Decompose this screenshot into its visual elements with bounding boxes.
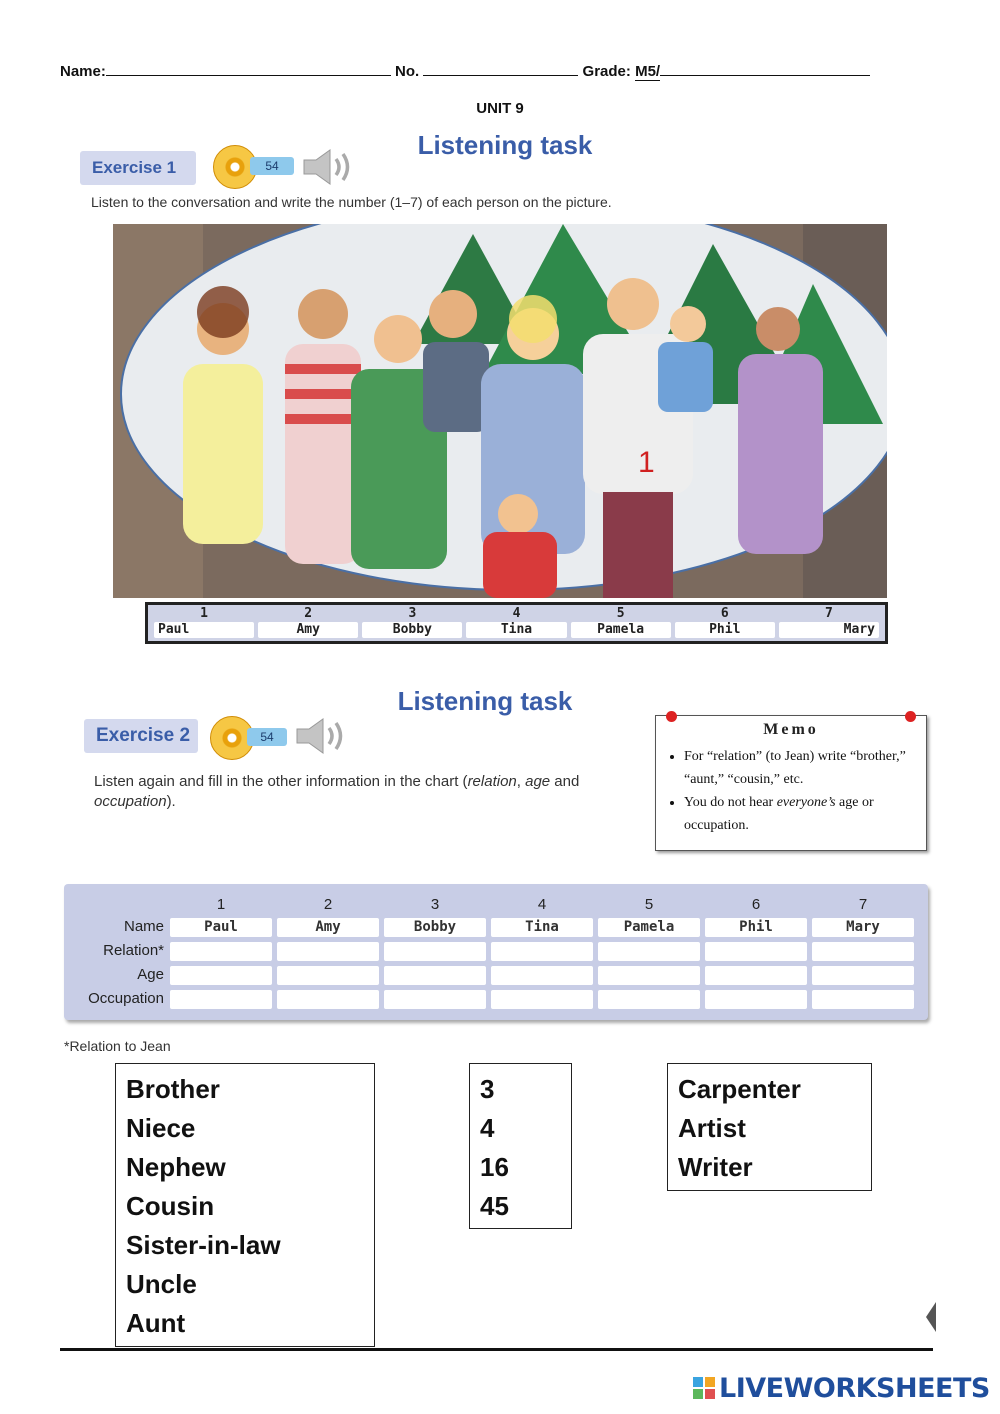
- brand-name: LIVEWORKSHEETS: [719, 1373, 990, 1404]
- relation-input[interactable]: [384, 942, 486, 961]
- grade-field[interactable]: [660, 62, 870, 76]
- memo-note: [655, 715, 927, 851]
- chart-name-row: Name Paul Amy Bobby Tina Pamela Phil Mary: [64, 918, 928, 938]
- word-option[interactable]: 4: [480, 1113, 495, 1143]
- name-cell: Mary: [812, 918, 914, 937]
- strip-cell: 4 Tina: [464, 607, 568, 639]
- occupation-input[interactable]: [491, 990, 593, 1009]
- exercise2-instruction: Listen again and fill in the other information in the chart (relation, age and occupation).: [94, 773, 580, 810]
- track-number: 54: [247, 728, 287, 746]
- liveworksheets-logo-icon: [693, 1377, 715, 1399]
- exercise2-tag: Exercise 2: [84, 719, 198, 753]
- strip-cell: 5 Pamela: [569, 607, 673, 639]
- relation-input[interactable]: [598, 942, 700, 961]
- exercise2-title: Listening task: [397, 686, 573, 716]
- strip-cell: 7 Mary: [777, 607, 881, 639]
- occupation-input[interactable]: [812, 990, 914, 1009]
- ages-word-box: [469, 1063, 572, 1229]
- track-number: 54: [250, 157, 294, 175]
- brand-logo: [693, 1373, 990, 1404]
- name-cell: Tina: [491, 918, 593, 937]
- name-strip: [145, 602, 888, 644]
- exercise1-title: Listening task: [417, 130, 593, 160]
- age-input[interactable]: [491, 966, 593, 985]
- number-label: No.: [395, 63, 420, 80]
- answer-mark: 1: [638, 446, 655, 479]
- name-cell: Pamela: [598, 918, 700, 937]
- chart-number-row: 1 2 3 4 5 6 7: [216, 896, 868, 913]
- grade-label: Grade:: [582, 63, 631, 80]
- occupation-input[interactable]: [598, 990, 700, 1009]
- family-picture: [113, 224, 887, 598]
- speaker-icon: [293, 716, 349, 756]
- relation-input[interactable]: [491, 942, 593, 961]
- occupation-input[interactable]: [705, 990, 807, 1009]
- chart-age-row: Age: [64, 966, 928, 986]
- age-input[interactable]: [170, 966, 272, 985]
- strip-cell: 3 Bobby: [360, 607, 464, 639]
- speaker-icon: [300, 147, 356, 187]
- word-option[interactable]: Aunt: [126, 1308, 186, 1338]
- memo-item: • You do not hear everyone’s age or occupation.: [684, 791, 916, 837]
- student-info-line: [60, 62, 940, 80]
- occupations-word-box: [667, 1063, 872, 1191]
- chart-relation-row: Relation*: [64, 942, 928, 962]
- word-option[interactable]: 45: [480, 1191, 509, 1221]
- name-field[interactable]: [106, 62, 391, 76]
- pin-icon: [666, 711, 677, 722]
- strip-cell: 1 Paul: [152, 607, 256, 639]
- relation-input[interactable]: [812, 942, 914, 961]
- relation-input[interactable]: [705, 942, 807, 961]
- exercise1-instruction: Listen to the conversation and write the number (1–7) of each person on the picture.: [91, 194, 612, 210]
- age-input[interactable]: [384, 966, 486, 985]
- occupation-input[interactable]: [384, 990, 486, 1009]
- age-input[interactable]: [277, 966, 379, 985]
- word-option[interactable]: Nephew: [126, 1152, 226, 1182]
- strip-cell: 6 Phil: [673, 607, 777, 639]
- number-field[interactable]: [423, 62, 578, 76]
- word-option[interactable]: Artist: [678, 1113, 746, 1143]
- name-cell: Bobby: [384, 918, 486, 937]
- age-input[interactable]: [598, 966, 700, 985]
- word-option[interactable]: 3: [480, 1074, 495, 1104]
- word-option[interactable]: Sister-in-law: [126, 1230, 281, 1260]
- relations-word-box: [115, 1063, 375, 1347]
- relation-footnote: *Relation to Jean: [64, 1038, 171, 1054]
- strip-cell: 2 Amy: [256, 607, 360, 639]
- name-cell: Paul: [170, 918, 272, 937]
- occupation-input[interactable]: [277, 990, 379, 1009]
- word-option[interactable]: 16: [480, 1152, 509, 1182]
- relation-input[interactable]: [277, 942, 379, 961]
- footer-rule: [60, 1348, 933, 1351]
- occupation-input[interactable]: [170, 990, 272, 1009]
- word-option[interactable]: Niece: [126, 1113, 196, 1143]
- word-option[interactable]: Writer: [678, 1152, 753, 1182]
- pin-icon: [905, 711, 916, 722]
- name-cell: Phil: [705, 918, 807, 937]
- word-option[interactable]: Cousin: [126, 1191, 215, 1221]
- unit-title: UNIT 9: [476, 100, 524, 117]
- word-option[interactable]: Carpenter: [678, 1074, 801, 1104]
- memo-item: • For “relation” (to Jean) write “brother,” “aunt,” “cousin,” etc.: [684, 745, 916, 791]
- grade-value: M5/: [635, 63, 661, 80]
- info-chart: [64, 884, 928, 1020]
- word-option[interactable]: Uncle: [126, 1269, 197, 1299]
- exercise1-tag: Exercise 1: [80, 151, 196, 185]
- memo-title: Memo: [763, 721, 819, 738]
- age-input[interactable]: [812, 966, 914, 985]
- name-label: Name:: [60, 63, 106, 80]
- word-option[interactable]: Brother: [126, 1074, 220, 1104]
- page-tab-icon: [924, 1302, 936, 1332]
- name-cell: Amy: [277, 918, 379, 937]
- age-input[interactable]: [705, 966, 807, 985]
- relation-input[interactable]: [170, 942, 272, 961]
- chart-occupation-row: Occupation: [64, 990, 928, 1010]
